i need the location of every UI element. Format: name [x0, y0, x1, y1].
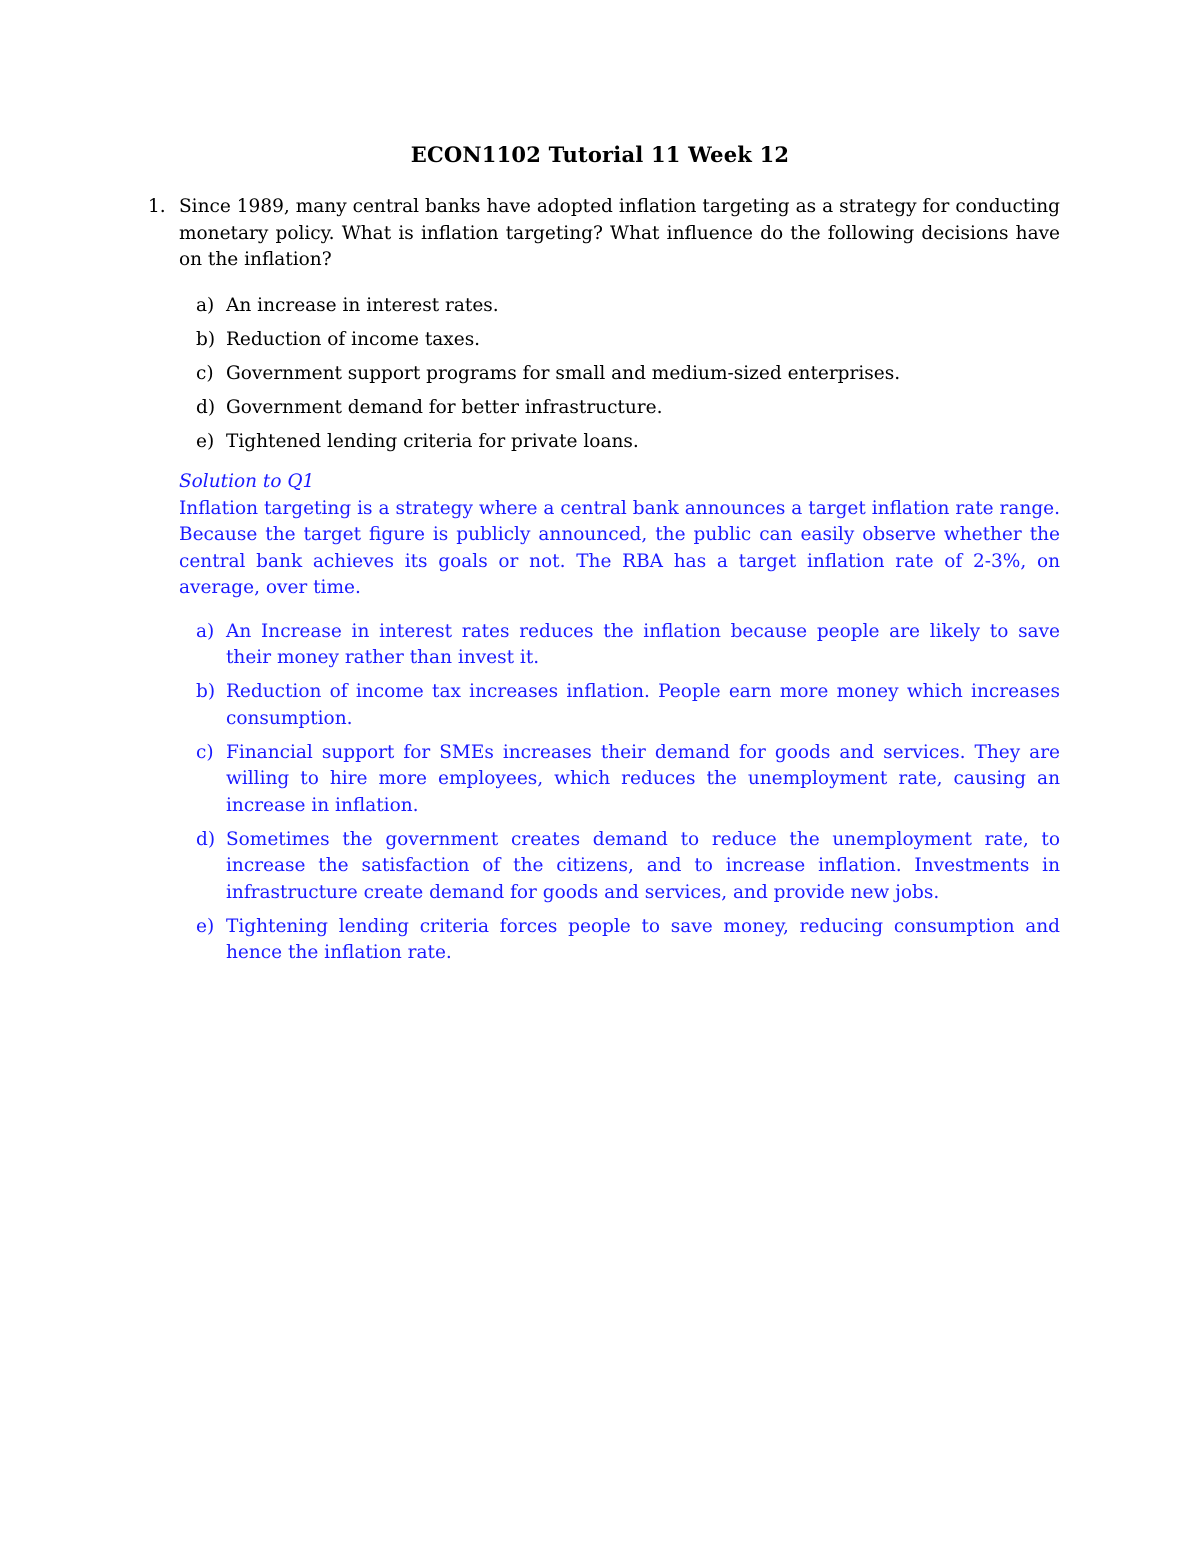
list-item-text: Tightening lending criteria forces people to save money, reducing consumption and hence the inflation rate.	[226, 915, 1060, 963]
solution-items	[148, 619, 1060, 967]
list-item-text: Government support programs for small and medium-sized enterprises.	[226, 362, 901, 384]
list-item-text: An Increase in interest rates reduces the inflation because people are likely to save their money rather than invest it.	[226, 620, 1060, 668]
list-item-text: Tightened lending criteria for private loans.	[226, 430, 639, 452]
list-item-text: Reduction of income taxes.	[226, 328, 481, 350]
list-item	[148, 827, 1060, 907]
list-marker: a)	[196, 294, 215, 316]
list-marker: d)	[196, 396, 216, 418]
list-item	[148, 429, 1060, 456]
question-block	[148, 194, 1060, 974]
list-marker: e)	[196, 915, 215, 937]
list-item-text: Sometimes the government creates demand to reduce the unemployment rate, to increase the satisfaction of the citizens, and to increase inflation. Investments in infrastructure create demand for goods and services, and provide new jobs.	[226, 828, 1060, 903]
document-title: ECON1102 Tutorial 11 Week 12	[410, 142, 790, 167]
list-marker: b)	[196, 681, 216, 702]
list-marker: e)	[196, 430, 215, 452]
list-item	[148, 293, 1060, 320]
list-item	[148, 327, 1060, 354]
question-items	[148, 293, 1060, 456]
solution-block	[179, 469, 1060, 602]
question-text: Since 1989, many central banks have adopted inflation targeting as a strategy for conducting monetary policy. What is inflation targeting? What influence do the following decisions have on the inflation?	[179, 196, 1060, 270]
list-marker: d)	[196, 828, 216, 850]
list-item	[148, 679, 1060, 732]
list-marker: a)	[196, 620, 215, 642]
list-item	[148, 361, 1060, 388]
list-marker: b)	[196, 328, 216, 350]
list-item-text: Government demand for better infrastructure.	[226, 396, 663, 418]
solution-heading: Solution to Q1	[179, 471, 315, 492]
list-item-text: An increase in interest rates.	[226, 294, 499, 316]
solution-intro: Inflation targeting is a strategy where a central bank announces a target inflation rate range. Because the target figure is publicly announced, the public can easily observe whether the central bank achieves its goals or not. The RBA has a target inflation rate of 2-3%, on average, over time.	[179, 497, 1060, 598]
list-marker: c)	[196, 362, 214, 384]
list-item	[148, 740, 1060, 820]
list-marker: c)	[196, 741, 214, 763]
list-item	[148, 619, 1060, 672]
list-item	[148, 914, 1060, 967]
question-number: 1.	[148, 196, 166, 217]
list-item-text: Financial support for SMEs increases their demand for goods and services. They are willing to hire more employees, which reduces the unemployment rate, causing an increase in inflation.	[226, 741, 1060, 816]
list-item	[148, 395, 1060, 422]
list-item-text: Reduction of income tax increases inflation. People earn more money which increases consumption.	[226, 681, 1060, 729]
